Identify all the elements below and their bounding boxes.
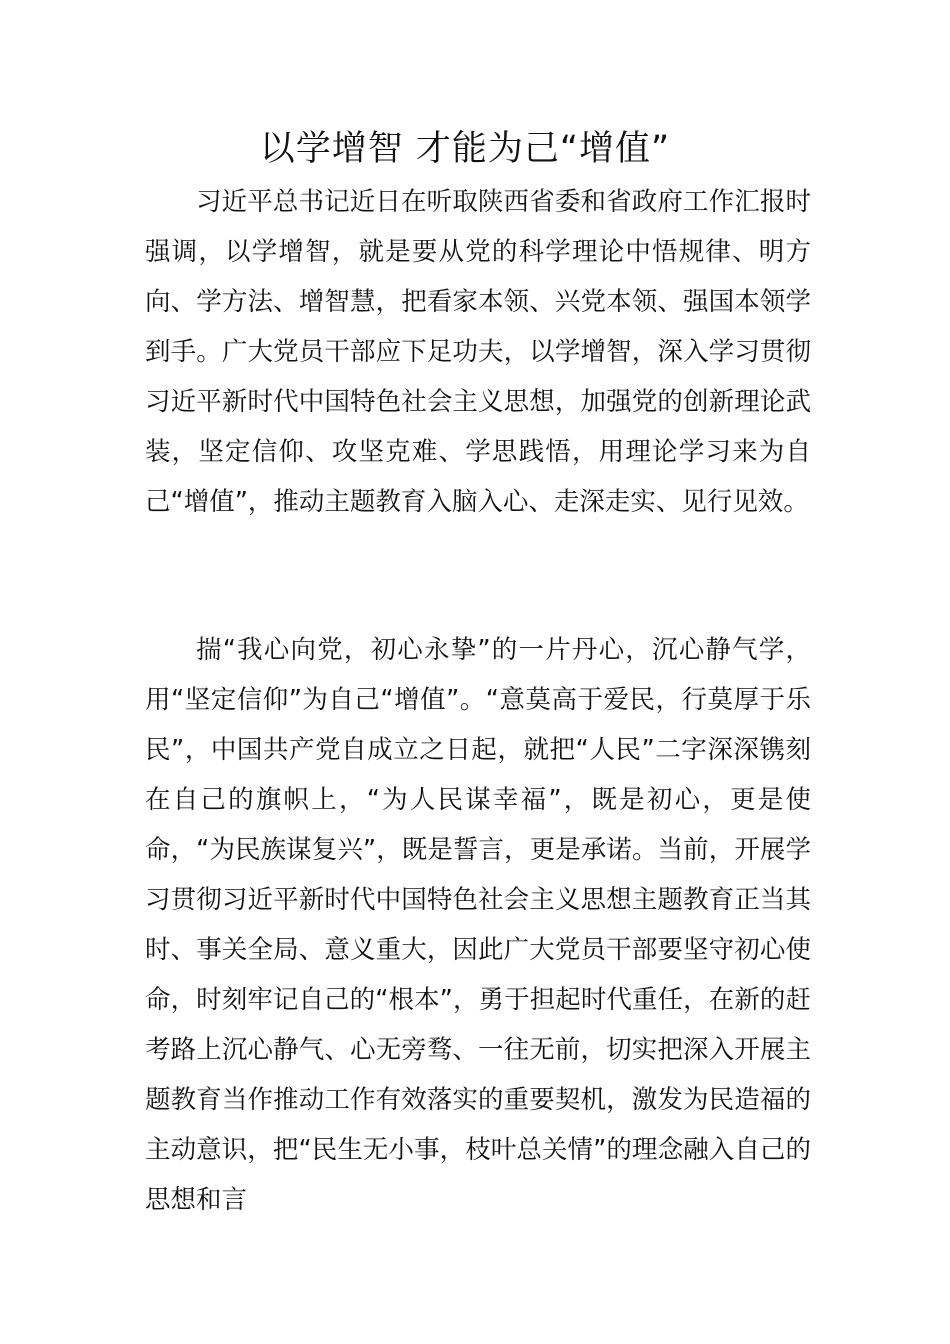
page-title: 以学增智 才能为己“增值” (259, 129, 671, 169)
paragraph: 揣“我心向党，初心永挚”的一片丹心，沉心静气学，用“坚定信仰”为自己“增值”。“意莫高于爱民，行莫厚于乐民”，中国共产党自成立之日起，就把“人民”二字深深镌刻在自己的旗帜上，“为人民谋幸福”，既是初心，更是使命，“为民族谋复兴”，既是誓言，更是承诺。当前，开展学习贯彻习近平新时代中国特色社会主义思想主题教育正当其时、事关全局、意义重大，因此广大党员干部要坚守初心使命，时刻牢记自己的“根本”，勇于担起时代重任，在新的赶考路上沉心静气、心无旁骛、一往无前，切实把深入开展主题教育当作推动工作有效落实的重要契机，激发为民造福的主动意识，把“民生无小事，枝叶总关情”的理念融入自己的思想和言 (145, 635, 811, 1215)
paragraph: 习近平总书记近日在听取陕西省委和省政府工作汇报时强调，以学增智，就是要从党的科学理论中悟规律、明方向、学方法、增智慧，把看家本领、兴党本领、强国本领学到手。广大党员干部应下足功夫，以学增智，深入学习贯彻习近平新时代中国特色社会主义思想，加强党的创新理论武装，坚定信仰、攻坚克难、学思践悟，用理论学习来为自己“增值”，推动主题教育入脑入心、走深走实、见行见效。 (145, 187, 811, 517)
